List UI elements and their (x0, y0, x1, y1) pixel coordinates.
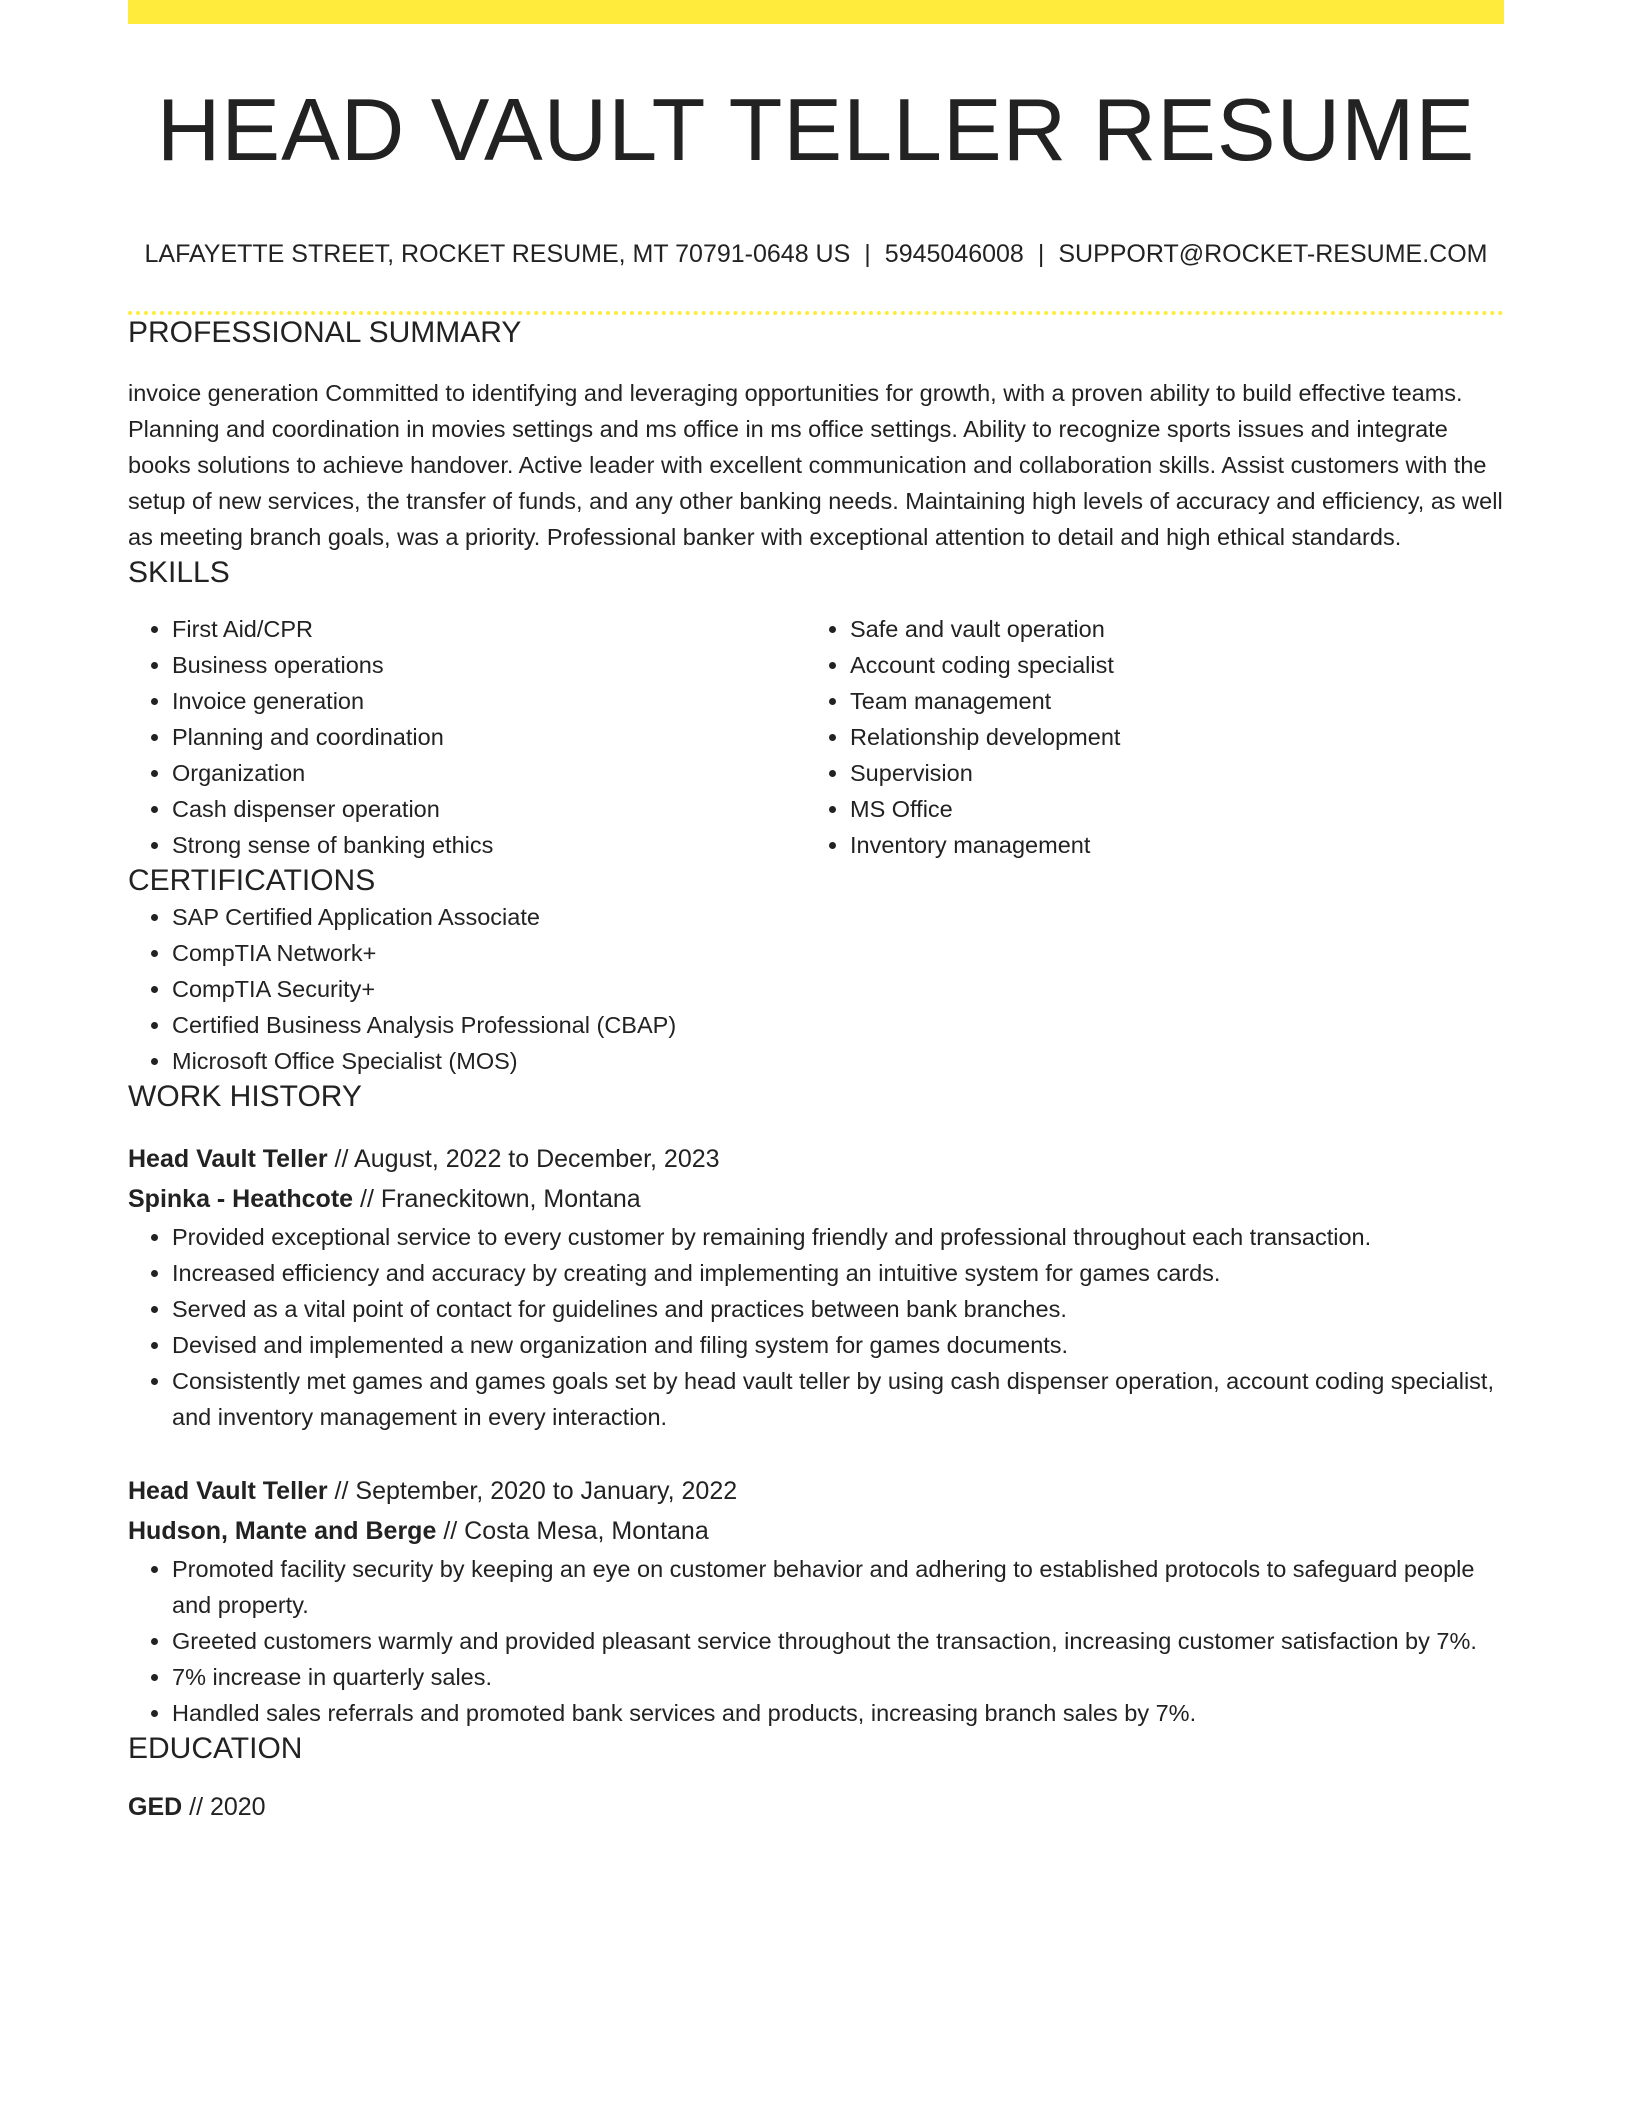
skill-item: • Invoice generation (172, 683, 806, 719)
certification-item: • Certified Business Analysis Professional (CBAP) (172, 1007, 1504, 1043)
certification-item: • Microsoft Office Specialist (MOS) (172, 1043, 1504, 1079)
job-location: // Costa Mesa, Montana (436, 1516, 709, 1545)
contact-email[interactable]: SUPPORT@ROCKET-RESUME.COM (1058, 239, 1488, 268)
job-bullet: • Handled sales referrals and promoted bank services and products, increasing branch sales by 7%. (172, 1695, 1504, 1731)
job-dates: // September, 2020 to January, 2022 (327, 1476, 738, 1505)
skill-item: • Business operations (172, 647, 806, 683)
education-degree: GED (128, 1792, 183, 1821)
work-history-heading: WORK HISTORY (128, 1079, 362, 1113)
job-bullet: • Served as a vital point of contact for guidelines and practices between bank branches. (172, 1291, 1504, 1327)
skill-item: • Relationship development (850, 719, 1484, 755)
job-company-line (128, 1511, 1504, 1551)
job-company-line (128, 1179, 1504, 1219)
job-bullet: • Increased efficiency and accuracy by creating and implementing an intuitive system for games cards. (172, 1255, 1504, 1291)
education-heading: EDUCATION (128, 1731, 303, 1765)
summary-text: invoice generation Committed to identifying and leveraging opportunities for growth, with a proven ability to build effective teams. Planning and coordination in movies settings and ms office in ms office settings. Ability to recognize sports issues and integrate books solutions to achieve handover. Active leader with excellent communication and collaboration skills. Assist customers with the setup of new services, the transfer of funds, and any other banking needs. Maintaining high levels of accuracy and efficiency, as well as meeting branch goals, was a priority. Professional banker with exceptional attention to detail and high ethical standards. (128, 379, 1503, 550)
job-role: Head Vault Teller (128, 1144, 328, 1173)
job-dates: // August, 2022 to December, 2023 (327, 1144, 720, 1173)
contact-phone[interactable]: 5945046008 (884, 239, 1024, 268)
resume-page (128, 0, 1504, 1827)
skill-item: • Inventory management (850, 827, 1484, 863)
certification-item: • CompTIA Security+ (172, 971, 1504, 1007)
skill-item: • Team management (850, 683, 1484, 719)
job-title-line (128, 1139, 1504, 1179)
skill-item: • MS Office (850, 791, 1484, 827)
certification-item: • CompTIA Network+ (172, 935, 1504, 971)
job-bullet: • Consistently met games and games goals set by head vault teller by using cash dispenser operation, account coding specialist, and inventory management in every interaction. (172, 1363, 1504, 1435)
skills-heading: SKILLS (128, 555, 230, 589)
contact-line (128, 239, 1504, 269)
job-bullet: • Promoted facility security by keeping an eye on customer behavior and adhering to established protocols to safeguard people and property. (172, 1551, 1504, 1623)
job-bullets (128, 1551, 1504, 1731)
accent-bar (128, 0, 1504, 24)
skills-column-right (806, 611, 1484, 863)
contact-separator: | (864, 239, 871, 268)
job-bullet: • Devised and implemented a new organization and filing system for games documents. (172, 1327, 1504, 1363)
skill-item: • Supervision (850, 755, 1484, 791)
job-location: // Franeckitown, Montana (353, 1184, 641, 1213)
contact-address: LAFAYETTE STREET, ROCKET RESUME, MT 70791-0648 US (144, 239, 851, 268)
education-year: // 2020 (182, 1792, 266, 1821)
job-bullets (128, 1219, 1504, 1435)
skills-grid (128, 611, 1504, 863)
skill-item: • First Aid/CPR (172, 611, 806, 647)
certification-item: • SAP Certified Application Associate (172, 899, 1504, 935)
skill-item: • Organization (172, 755, 806, 791)
job-entry (128, 1139, 1504, 1435)
job-entry (128, 1471, 1504, 1731)
job-bullet: • Greeted customers warmly and provided pleasant service throughout the transaction, increasing customer satisfaction by 7%. (172, 1623, 1504, 1659)
resume-title: HEAD VAULT TELLER RESUME (156, 80, 1476, 179)
job-company: Spinka - Heathcote (128, 1184, 354, 1213)
education-entry (128, 1787, 1504, 1827)
certifications-heading: CERTIFICATIONS (128, 863, 376, 897)
certifications-list (128, 899, 1504, 1079)
skill-item: • Safe and vault operation (850, 611, 1484, 647)
skills-column-left (128, 611, 806, 863)
job-role: Head Vault Teller (128, 1476, 328, 1505)
job-company: Hudson, Mante and Berge (128, 1516, 437, 1545)
skill-item: • Strong sense of banking ethics (172, 827, 806, 863)
summary-heading: PROFESSIONAL SUMMARY (128, 315, 522, 349)
job-title-line (128, 1471, 1504, 1511)
contact-separator: | (1037, 239, 1045, 268)
job-bullet: • 7% increase in quarterly sales. (172, 1659, 1504, 1695)
skill-item: • Account coding specialist (850, 647, 1484, 683)
skills-list-left (128, 611, 806, 863)
job-bullet: • Provided exceptional service to every customer by remaining friendly and professional throughout each transaction. (172, 1219, 1504, 1255)
skills-list-right (806, 611, 1484, 863)
skill-item: • Planning and coordination (172, 719, 806, 755)
skill-item: • Cash dispenser operation (172, 791, 806, 827)
